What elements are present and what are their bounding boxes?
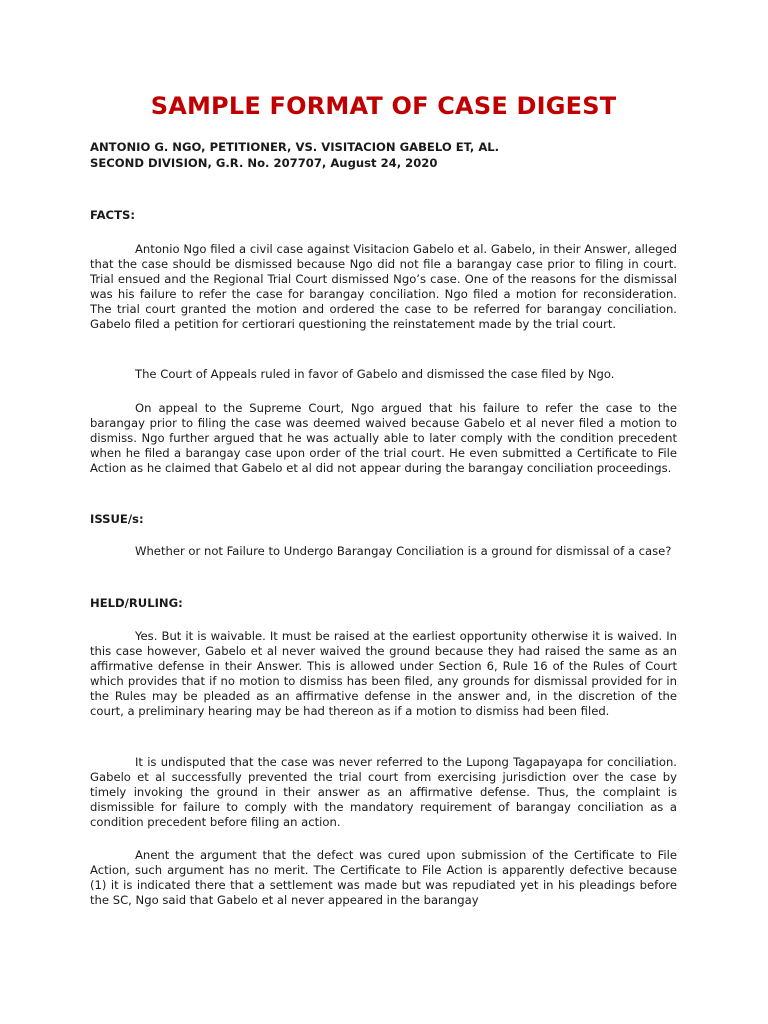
case-caption-docket: SECOND DIVISION, G.R. No. 207707, August 24, 2020 <box>90 156 438 170</box>
issue-heading: ISSUE/s: <box>90 512 144 526</box>
ruling-paragraph: Anent the argument that the defect was cured upon submission of the Certificate to File Action, such argument has no merit. The Certificate to File Action is apparently defective because (1) it is indicated there that a settlement was made but was repudiated yet in his pleadings before the SC, Ngo said that Gabelo et al never appeared in the barangay <box>90 848 677 907</box>
document-title: SAMPLE FORMAT OF CASE DIGEST <box>150 92 617 120</box>
facts-paragraph: The Court of Appeals ruled in favor of Gabelo and dismissed the case filed by Ngo. <box>135 367 615 381</box>
ruling-paragraph: It is undisputed that the case was never referred to the Lupong Tagapayapa for conciliation. Gabelo et al successfully prevented the trial court from exercising jurisdiction over the case by timely invoking the ground in their answer as an affirmative defense. Thus, the complaint is dismissible for failure to comply with the mandatory requirement of barangay conciliation as a condition precedent before filing an action. <box>90 755 677 829</box>
case-caption <box>90 139 677 171</box>
facts-heading: FACTS: <box>90 208 135 222</box>
facts-paragraph: Antonio Ngo filed a civil case against Visitacion Gabelo et al. Gabelo, in their Answer, alleged that the case should be dismissed because Ngo did not file a barangay case prior to filing in court. Trial ensued and the Regional Trial Court dismissed Ngo’s case. One of the reasons for the dismissal was his failure to refer the case for barangay conciliation. Ngo filed a motion for reconsideration. The trial court granted the motion and ordered the case to be referred for barangay conciliation. Gabelo filed a petition for certiorari questioning the reinstatement made by the trial court. <box>90 242 677 331</box>
issue-paragraph: Whether or not Failure to Undergo Barangay Conciliation is a ground for dismissal of a case? <box>135 544 672 558</box>
facts-paragraph: On appeal to the Supreme Court, Ngo argued that his failure to refer the case to the barangay prior to filing the case was deemed waived because Gabelo et al never filed a motion to dismiss. Ngo further argued that he was actually able to later comply with the condition precedent when he filed a barangay case upon order of the trial court. He even submitted a Certificate to File Action as he claimed that Gabelo et al did not appear during the barangay conciliation proceedings. <box>90 401 677 475</box>
ruling-heading: HELD/RULING: <box>90 596 183 610</box>
case-caption-parties: ANTONIO G. NGO, PETITIONER, VS. VISITACION GABELO ET, AL. <box>90 140 500 154</box>
ruling-paragraph: Yes. But it is waivable. It must be raised at the earliest opportunity otherwise it is waived. In this case however, Gabelo et al never waived the ground because they had raised the same as an affirmative defense in their Answer. This is allowed under Section 6, Rule 16 of the Rules of Court which provides that if no motion to dismiss has been filed, any grounds for dismissal provided for in the Rules may be pleaded as an affirmative defense in the answer and, in the discretion of the court, a preliminary hearing may be had thereon as if a motion to dismiss had been filed. <box>90 629 677 718</box>
